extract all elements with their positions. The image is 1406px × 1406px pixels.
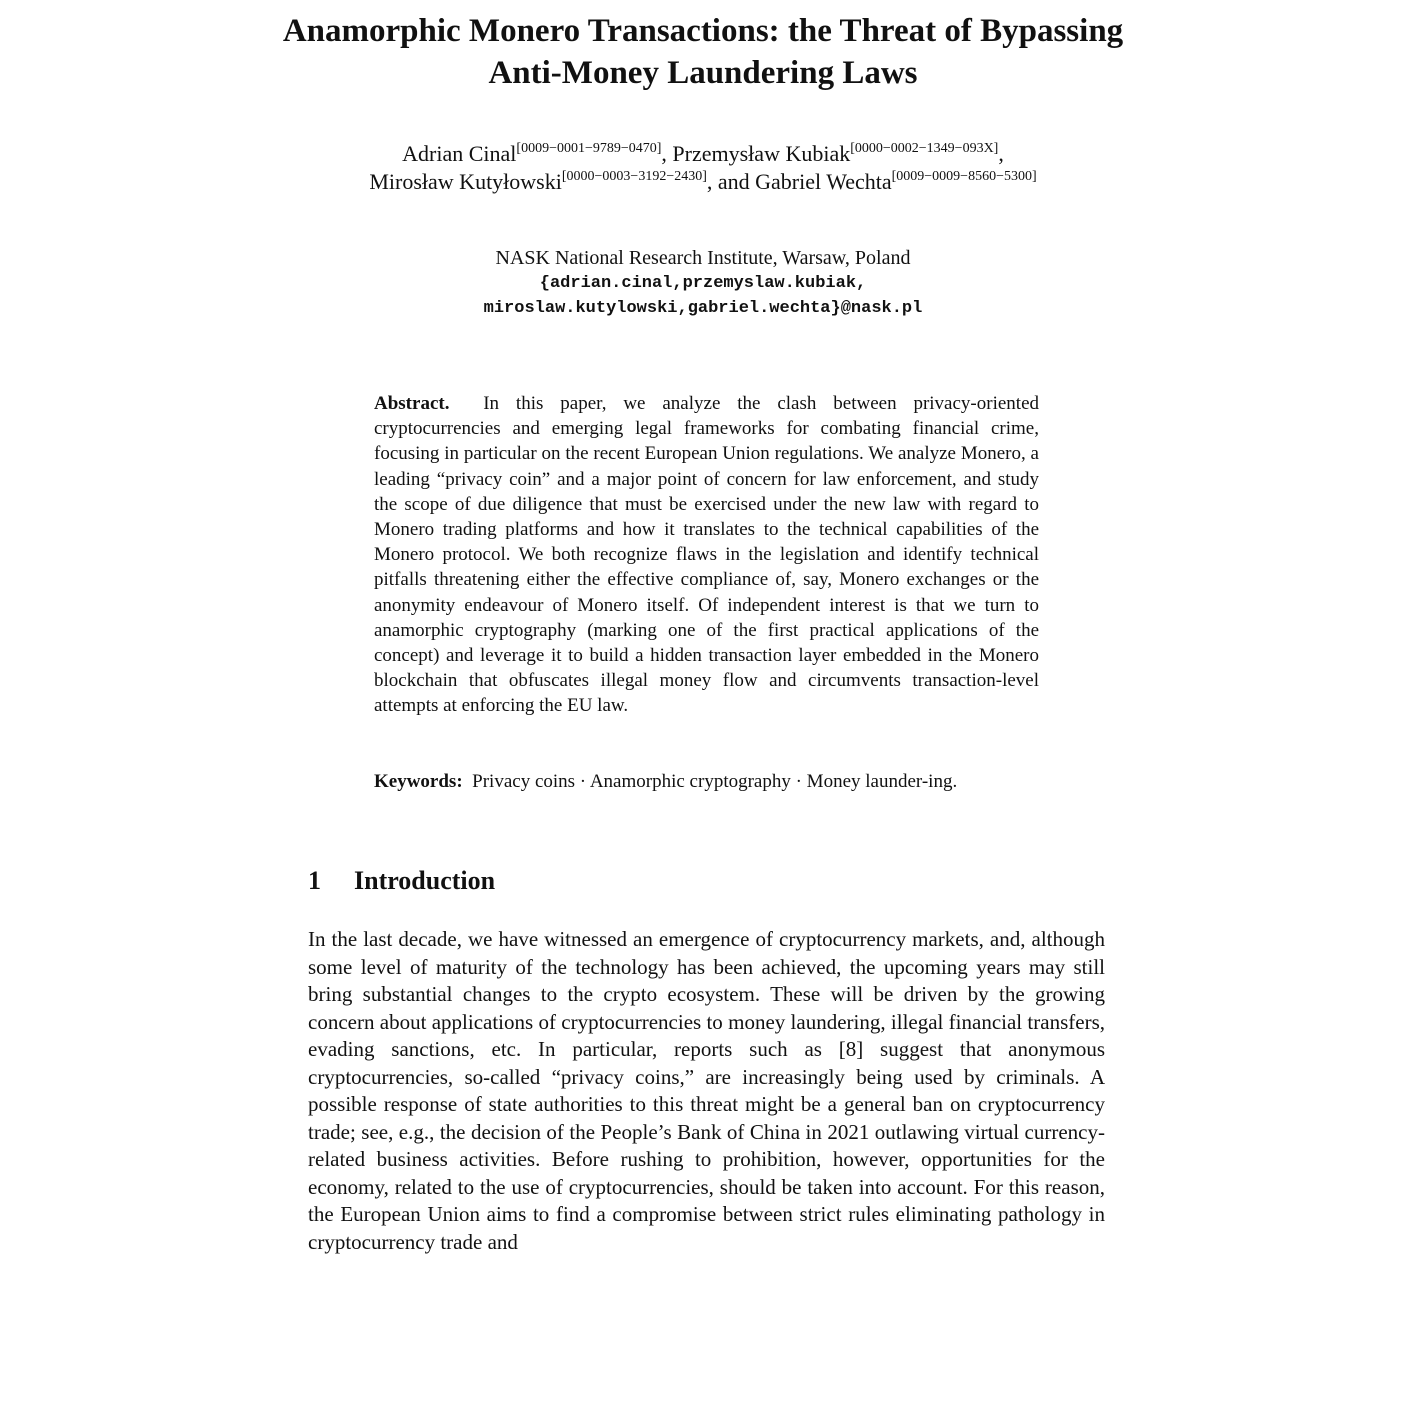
keywords-text: Privacy coins · Anamorphic cryptography · Money launder-ing. <box>472 771 958 792</box>
author-list <box>300 140 1106 196</box>
author-orcid: [0009−0001−9789−0470] <box>516 141 662 156</box>
abstract-text: In this paper, we analyze the clash between privacy-oriented cryptocurrencies and emerging legal frameworks for combating financial crime, focusing in particular on the recent European Union regulations. We analyze Monero, a leading “privacy coin” and a major point of concern for law enforcement, and study the scope of due diligence that must be exercised under the new law with regard to Monero trading platforms and how it translates to the technical capabilities of the Monero protocol. We both recognize flaws in the legislation and identify technical pitfalls threatening either the effective compliance of, say, Monero exchanges or the anonymity endeavour of Monero itself. Of independent interest is that we turn to anamorphic cryptography (marking one of the first practical applications of the concept) and leverage it to build a hidden transaction layer embedded in the Monero blockchain that obfuscates illegal money flow and circumvents transaction-level attempts at enforcing the EU law. <box>374 393 1039 717</box>
author-name: Przemysław Kubiak <box>672 141 851 166</box>
abstract-label: Abstract. <box>374 393 450 414</box>
author-separator: , <box>661 141 673 166</box>
author-separator: , and <box>706 169 756 194</box>
affiliation-block <box>300 246 1106 321</box>
section-heading <box>308 866 495 896</box>
author-name: Mirosław Kutyłowski <box>369 169 562 194</box>
affiliation: NASK National Research Institute, Warsaw, Poland <box>495 247 911 269</box>
keywords-label: Keywords: <box>374 771 463 792</box>
body-paragraph: In the last decade, we have witnessed an emergence of cryptocurrency markets, and, although some level of maturity of the technology has been achieved, the upcoming years may still bring substantial changes to the crypto ecosystem. These will be driven by the growing concern about applications of cryptocurrencies to money laundering, illegal financial transfers, evading sanctions, etc. In particular, reports such as [8] suggest that anonymous cryptocurrencies, so-called “privacy coins,” are increasingly being used by criminals. A possible response of state authorities to this threat might be a general ban on cryptocurrency trade; see, e.g., the decision of the People’s Bank of China in 2021 outlawing virtual currency-related business activities. Before rushing to prohibition, however, opportunities for the economy, related to the use of cryptocurrencies, should be taken into account. For this reason, the European Union aims to find a compromise between strict rules eliminating pathology in cryptocurrency trade and <box>308 927 1105 1254</box>
author-orcid: [0009−0009−8560−5300] <box>891 169 1037 184</box>
abstract <box>374 391 1039 719</box>
author-orcid: [0000−0002−1349−093X] <box>850 141 999 156</box>
author-separator: , <box>998 141 1004 166</box>
emails-line-2: miroslaw.kutylowski,gabriel.wechta}@nask.pl <box>483 299 923 318</box>
author-name: Gabriel Wechta <box>755 169 892 194</box>
author-orcid: [0000−0003−3192−2430] <box>561 169 707 184</box>
section-number: 1 <box>308 866 321 895</box>
author-name: Adrian Cinal <box>402 141 517 166</box>
section-title: Introduction <box>354 866 496 895</box>
keywords <box>374 769 1039 794</box>
emails-line-1: {adrian.cinal,przemyslaw.kubiak, <box>539 274 867 293</box>
paper-title: Anamorphic Monero Transactions: the Threat of Bypassing Anti-Money Laundering Laws <box>282 13 1124 91</box>
